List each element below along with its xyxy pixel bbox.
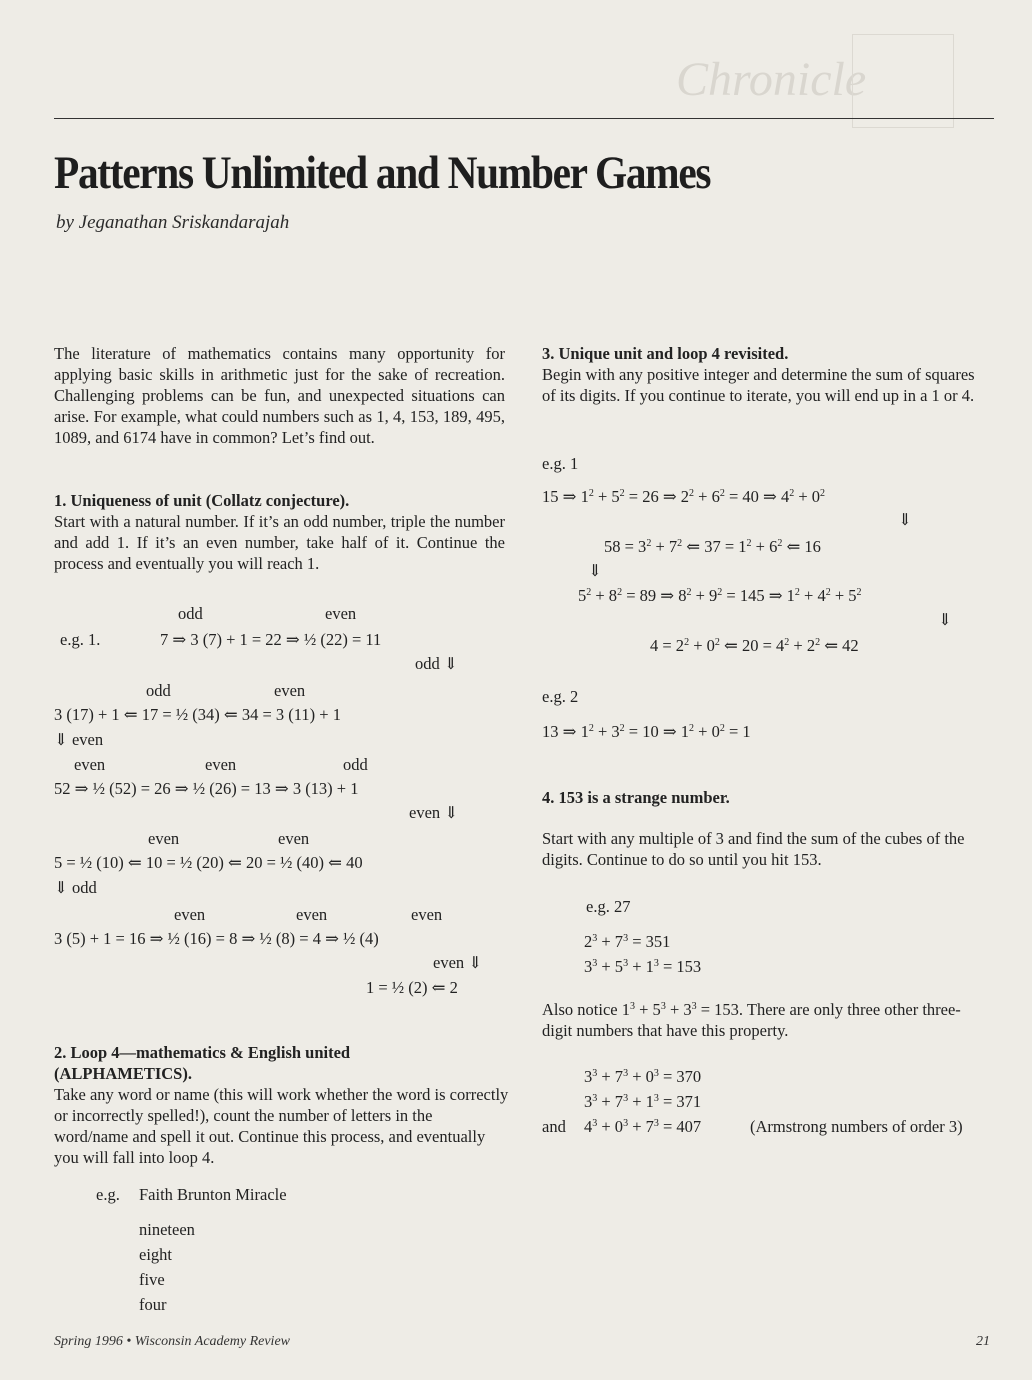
alphametics-word: eight: [139, 1245, 172, 1264]
collatz-odd-arrow: ⇓ odd: [54, 878, 97, 897]
section2-heading-line1: 2. Loop 4—mathematics & English united: [54, 1043, 351, 1062]
down-arrow: ⇓: [588, 561, 602, 580]
collatz-line-2: 3 (17) + 1 ⇐ 17 = ½ (34) ⇐ 34 = 3 (11) + 1: [54, 705, 341, 724]
alphametics-word: five: [139, 1270, 165, 1289]
collatz-label-odd: odd: [146, 681, 171, 700]
byline: by Jeganathan Sriskandarajah: [56, 212, 290, 233]
alphametics-example-name: Faith Brunton Miracle: [139, 1185, 287, 1204]
collatz-label-odd: odd: [178, 604, 203, 623]
collatz-even-arrow: ⇓ even: [54, 730, 104, 749]
section4-body: Start with any multiple of 3 and find the sum of the cubes of the digits. Continue to do so until you hit 153.: [542, 829, 965, 869]
section1-body: Start with a natural number. If it’s an odd number, triple the number and add 1. If it’s an even number, take half of it. Continue the process and eventually you will reach 1.: [54, 512, 505, 573]
armstrong-line-1: $3^3 + 7^3 + 0^3 = 370$: [584, 1067, 702, 1086]
collatz-even-down: even ⇓: [433, 953, 483, 972]
section2-heading-line2: (ALPHAMETICS).: [54, 1064, 192, 1083]
armstrong-line-2: $3^3 + 7^3 + 1^3 = 371$: [584, 1092, 702, 1111]
armstrong-note-part: Also notice 1: [542, 1000, 630, 1019]
page-title: Patterns Unlimited and Number Games: [54, 147, 711, 199]
example-2-label: e.g. 2: [542, 687, 579, 706]
bleed-through-box: [852, 34, 954, 128]
collatz-label-even: even: [148, 829, 180, 848]
collatz-line-1: 7 ⇒ 3 (7) + 1 = 22 ⇒ ½ (22) = 11: [160, 630, 382, 649]
squares-chain-line-2: $58 = 3^2 + 7^2$ ⇐ $37 = 1^2 + 6^2$ ⇐ 16: [604, 537, 821, 556]
section2-body: Take any word or name (this will work whether the word is correctly or incorrectly spelled!), count the number of letters in the word/name and spell it out. Continue this process, and eventually you will fall into loop 4.: [54, 1085, 509, 1167]
cubes-line-1: $2^3 + 7^3 = 351$: [584, 932, 671, 951]
armstrong-note: Also notice $1^3 + 5^3 + 3^3 = 153$. There are only three other three-digit numbers that have this property.: [542, 1000, 961, 1040]
collatz-line-3: 52 ⇒ ½ (52) = 26 ⇒ ½ (26) = 13 ⇒ 3 (13) + 1: [54, 779, 359, 798]
alphametics-word: four: [139, 1295, 167, 1314]
section1-heading: 1. Uniqueness of unit (Collatz conjecture).: [54, 491, 350, 510]
squares-chain-example-2: 13 ⇒ $1^2 + 3^2 = 10$ ⇒ $1^2 + 0^2 = 1$: [542, 722, 751, 741]
collatz-label-even: even: [325, 604, 357, 623]
collatz-label-even: even: [411, 905, 443, 924]
collatz-label-even: even: [174, 905, 206, 924]
example-1-label: e.g. 1: [542, 454, 579, 473]
down-arrow: ⇓: [938, 610, 952, 629]
armstrong-note-part: = 153. There are only three other three-digit numbers that have this property.: [542, 1000, 961, 1040]
squares-chain-line-3: $5^2 + 8^2 = 89$ ⇒ $8^2 + 9^2 = 145$ ⇒ $1^2 + 4^2 + 5^2$: [578, 586, 862, 605]
section3-body: Begin with any positive integer and determine the sum of squares of its digits. If you continue to iterate, you will end up in a 1 or 4.: [542, 365, 975, 405]
cubes-example-label: e.g. 27: [586, 897, 631, 916]
down-arrow: ⇓: [898, 510, 912, 529]
collatz-label-even: even: [205, 755, 237, 774]
section2-heading: [54, 1042, 350, 1084]
armstrong-line-3: $4^3 + 0^3 + 7^3 = 407$: [584, 1117, 702, 1136]
alphametics-example-label: e.g.: [96, 1185, 120, 1204]
armstrong-note-part: + 3: [669, 1000, 692, 1019]
section4-heading: 4. 153 is a strange number.: [542, 788, 730, 807]
collatz-even-down: even ⇓: [409, 803, 459, 822]
armstrong-caption: (Armstrong numbers of order 3): [750, 1117, 963, 1136]
collatz-label-odd: odd: [343, 755, 368, 774]
top-rule: [54, 118, 994, 119]
squares-chain-line-4: $4 = 2^2 + 0^2$ ⇐ $20 = 4^2 + 2^2$ ⇐ 42: [650, 636, 859, 655]
page-number: 21: [976, 1334, 990, 1349]
collatz-line-4: 5 = ½ (10) ⇐ 10 = ½ (20) ⇐ 20 = ½ (40) ⇐ 40: [54, 853, 363, 872]
collatz-label-even: even: [74, 755, 106, 774]
bleed-through-text: Chronicle: [676, 53, 867, 106]
collatz-example-label: e.g. 1.: [60, 630, 101, 649]
and-label: and: [542, 1117, 566, 1136]
cubes-line-2: $3^3 + 5^3 + 1^3 = 153$: [584, 957, 702, 976]
intro-paragraph: The literature of mathematics contains many opportunity for applying basic skills in arithmetic just for the sake of recreation. Challenging problems can be fun, and unexpected situations can arise. For example, what could numbers such as 1, 4, 153, 189, 495, 1089, and 6174 have in common? Let’s find out.: [54, 344, 505, 447]
collatz-label-even: even: [296, 905, 328, 924]
collatz-odd-down: odd ⇓: [415, 654, 458, 673]
alphametics-word: nineteen: [139, 1220, 195, 1239]
squares-chain-line-1: 15 ⇒ $1^2 + 5^2 = 26$ ⇒ $2^2 + 6^2 = 40$ ⇒ $4^2 + 0^2$: [542, 487, 826, 506]
section3-heading: 3. Unique unit and loop 4 revisited.: [542, 344, 789, 363]
collatz-label-even: even: [274, 681, 306, 700]
collatz-line-5: 3 (5) + 1 = 16 ⇒ ½ (16) = 8 ⇒ ½ (8) = 4 ⇒ ½ (4): [54, 929, 379, 948]
collatz-line-6: 1 = ½ (2) ⇐ 2: [366, 978, 458, 997]
armstrong-note-part: + 5: [639, 1000, 661, 1019]
footer-issue: Spring 1996 • Wisconsin Academy Review: [54, 1334, 290, 1349]
collatz-label-even: even: [278, 829, 310, 848]
